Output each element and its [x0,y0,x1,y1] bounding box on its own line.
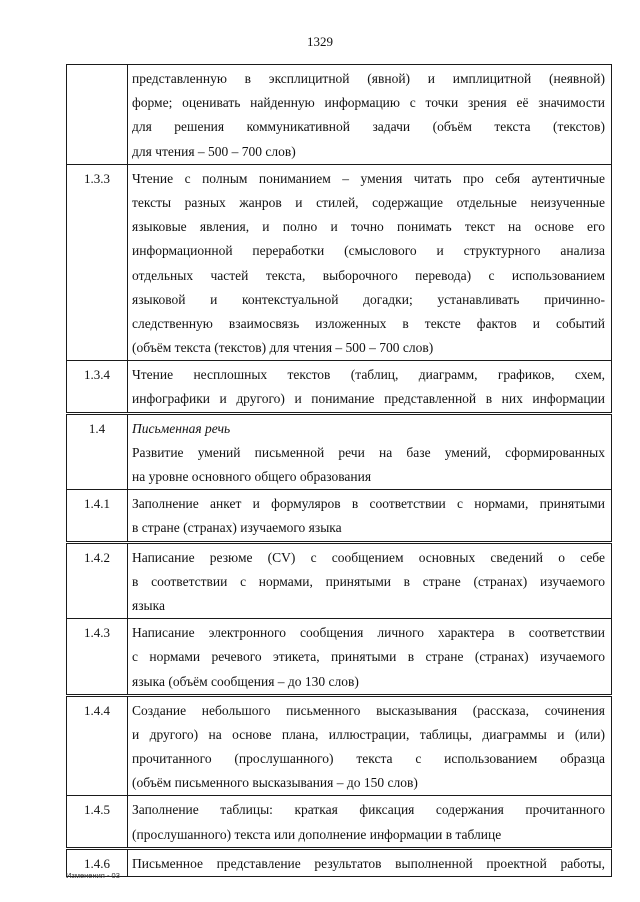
content-line: языковые явления, и полно и точно понимать текст на основе его [132,219,605,235]
content-line: в стране (странах) изучаемого языка [132,520,342,536]
content-line: языка (объём сообщения – до 130 слов) [132,673,359,689]
section-content [128,796,612,848]
content-line: на уровне основного общего образования [132,469,372,484]
content-line: информационной переработки (смыслового и структурного анализа [132,243,605,259]
content-line: следственную взаимосвязь изложенных в тексте фактов и событий [132,315,605,331]
content-line: форме; оценивать найденную информацию с точки зрения её значимости [132,95,605,111]
table-row [67,796,612,848]
section-content [128,619,612,696]
content-line: Написание резюме (CV) с сообщением основных сведений о себе [132,549,605,565]
section-heading: Письменная речь [132,420,231,436]
table-body [67,65,612,877]
section-number: 1.4.1 [67,490,128,542]
content-line: тексты разных жанров и стилей, содержащие отдельные неизученные [132,194,605,210]
content-line: Создание небольшого письменного высказывания (рассказа, сочинения [132,702,605,718]
content-line: в соответствии с нормами, принятыми в стране (странах) изучаемого [132,573,605,589]
section-number: 1.4.5 [67,796,128,848]
content-line: Заполнение анкет и формуляров в соответствии с нормами, принятыми [132,496,605,512]
section-content [128,413,612,490]
section-number: 1.4 [67,413,128,490]
table-row [67,695,612,796]
table-row [67,542,612,619]
section-number: 1.4.2 [67,542,128,619]
content-line: и другого) на основе плана, иллюстрации, таблицы, диаграммы и (или) [132,726,605,742]
table-row [67,848,612,876]
section-content [128,695,612,796]
content-line: для чтения – 500 – 700 слов) [132,143,296,159]
content-line: Письменное представление результатов выполненной проектной работы, [132,855,605,871]
section-number: 1.4.6 [67,848,128,876]
page-number: 1329 [307,34,333,49]
content-line: отдельных частей текста, выборочного перевода) с использованием [132,267,605,283]
content-line: инфографики и другого) и понимание представленной в них информации [132,391,605,407]
content-line: Развитие умений письменной речи на базе умений, сформированных [132,444,605,460]
content-line: (объём письменного высказывания – до 150 слов) [132,775,418,791]
table-row [67,164,612,361]
section-number: 1.4.3 [67,619,128,696]
content-line: прочитанного (прослушанного) текста с использованием образца [132,751,605,767]
section-number: 1.3.4 [67,361,128,413]
content-line: Написание электронного сообщения личного характера в соответствии [132,625,605,641]
section-number: 1.3.3 [67,164,128,361]
section-content [128,848,612,876]
content-line: языка [132,597,165,613]
content-line: с нормами речевого этикета, принятыми в стране (странах) изучаемого [132,649,605,665]
content-line: Заполнение таблицы: краткая фиксация содержания прочитанного [132,802,605,818]
section-content [128,164,612,361]
table-row [67,65,612,165]
section-content [128,490,612,542]
content-line: (прослушанного) текста или дополнение информации в таблице [132,826,502,842]
table-row [67,413,612,490]
content-line: (объём текста (текстов) для чтения – 500 – 700 слов) [132,340,434,356]
section-content [128,361,612,413]
content-line: представленную в эксплицитной (явной) и имплицитной (неявной) [132,71,605,86]
section-content [128,65,612,165]
footer-revision-note: Изменения - 03 [66,871,120,880]
section-number [67,65,128,165]
section-number: 1.4.4 [67,695,128,796]
content-line: Чтение с полным пониманием – умения читать про себя аутентичные [132,170,605,186]
content-line: языковой и контекстуальной догадки; устанавливать причинно- [132,291,605,307]
table-row [67,490,612,542]
table-row [67,619,612,696]
table-row [67,361,612,413]
curriculum-table [66,64,612,877]
content-line: для решения коммуникативной задачи (объём текста (текстов) [132,119,605,135]
section-content [128,542,612,619]
content-line: Чтение несплошных текстов (таблиц, диаграмм, графиков, схем, [132,367,605,383]
